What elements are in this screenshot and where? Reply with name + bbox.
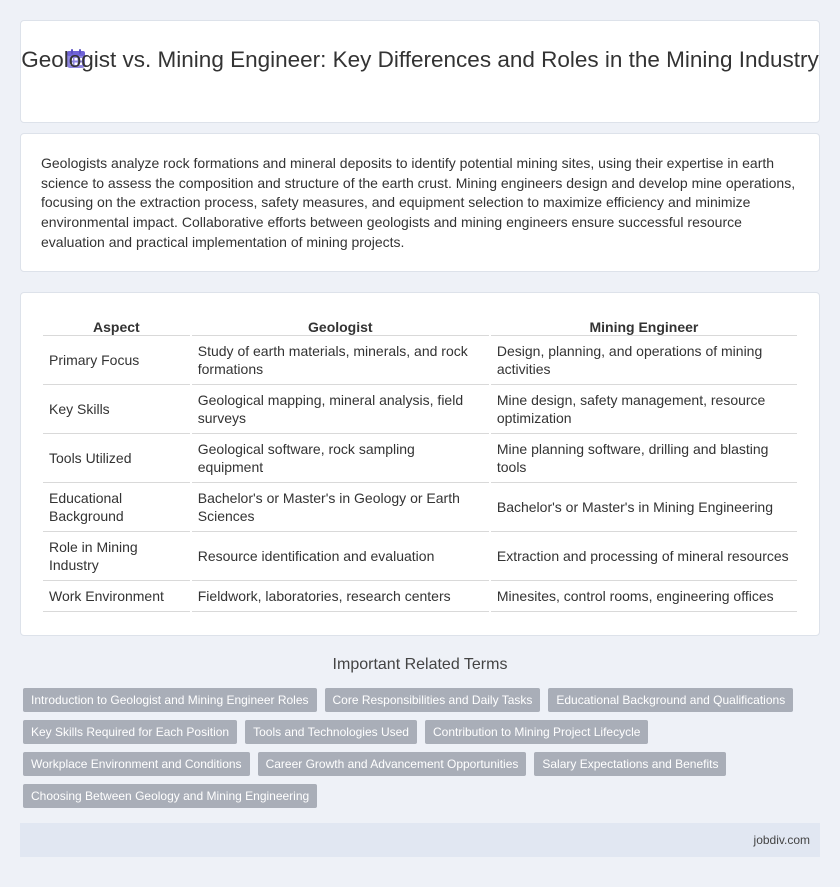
related-term-tag[interactable]: Salary Expectations and Benefits — [534, 752, 726, 776]
cell-aspect: Tools Utilized — [43, 434, 190, 483]
related-term-tag[interactable]: Workplace Environment and Conditions — [23, 752, 250, 776]
footer-site-link[interactable]: jobdiv.com — [753, 833, 810, 847]
cell-aspect: Work Environment — [43, 581, 190, 612]
related-term-tag[interactable]: Key Skills Required for Each Position — [23, 720, 237, 744]
intro-card — [20, 133, 820, 272]
cell-aspect: Primary Focus — [43, 336, 190, 385]
table-header-row — [43, 316, 797, 336]
comparison-table — [41, 316, 799, 612]
related-terms-title: Important Related Terms — [332, 656, 508, 673]
cell-mining-engineer: Minesites, control rooms, engineering offices — [491, 581, 797, 612]
header-card — [20, 20, 820, 123]
table-row — [43, 336, 797, 385]
header-mining-engineer: Mining Engineer — [491, 316, 797, 336]
comparison-card — [20, 292, 820, 636]
intro-paragraph: Geologists analyze rock formations and mineral deposits to identify potential mining sites, using their expertise in earth science to assess the composition and structure of the earth crust. Mining engineers design and develop mine operations, focusing on the extraction process, safety measures, and equipment selection to maximize efficiency and minimize environmental impact. Collaborative efforts between geologists and mining engineers ensure successful resource evaluation and practical implementation of mining projects. — [41, 155, 796, 250]
related-terms-list — [23, 688, 813, 808]
header-geologist: Geologist — [192, 316, 489, 336]
cell-geologist: Bachelor's or Master's in Geology or Earth Sciences — [192, 483, 489, 532]
cell-mining-engineer: Mine planning software, drilling and blasting tools — [491, 434, 797, 483]
cell-mining-engineer: Extraction and processing of mineral resources — [491, 532, 797, 581]
cell-aspect: Role in Mining Industry — [43, 532, 190, 581]
footer — [20, 823, 820, 857]
related-term-tag[interactable]: Tools and Technologies Used — [245, 720, 417, 744]
page-title: Geologist vs. Mining Engineer: Key Differences and Roles in the Mining Industry — [21, 47, 819, 72]
related-term-tag[interactable]: Educational Background and Qualifications — [548, 688, 793, 712]
cell-mining-engineer: Bachelor's or Master's in Mining Engineering — [491, 483, 797, 532]
cell-geologist: Geological software, rock sampling equipment — [192, 434, 489, 483]
related-term-tag[interactable]: Contribution to Mining Project Lifecycle — [425, 720, 648, 744]
table-row — [43, 532, 797, 581]
table-row — [43, 385, 797, 434]
cell-geologist: Geological mapping, mineral analysis, field surveys — [192, 385, 489, 434]
related-term-tag[interactable]: Choosing Between Geology and Mining Engineering — [23, 784, 317, 808]
related-term-tag[interactable]: Introduction to Geologist and Mining Engineer Roles — [23, 688, 317, 712]
related-term-tag[interactable]: Career Growth and Advancement Opportunities — [258, 752, 527, 776]
table-row — [43, 483, 797, 532]
cell-geologist: Fieldwork, laboratories, research centers — [192, 581, 489, 612]
cell-geologist: Resource identification and evaluation — [192, 532, 489, 581]
cell-geologist: Study of earth materials, minerals, and rock formations — [192, 336, 489, 385]
cell-aspect: Educational Background — [43, 483, 190, 532]
table-row — [43, 581, 797, 612]
cell-aspect: Key Skills — [43, 385, 190, 434]
related-term-tag[interactable]: Core Responsibilities and Daily Tasks — [325, 688, 541, 712]
table-row — [43, 434, 797, 483]
cell-mining-engineer: Design, planning, and operations of mining activities — [491, 336, 797, 385]
cell-mining-engineer: Mine design, safety management, resource optimization — [491, 385, 797, 434]
header-aspect: Aspect — [43, 316, 190, 336]
